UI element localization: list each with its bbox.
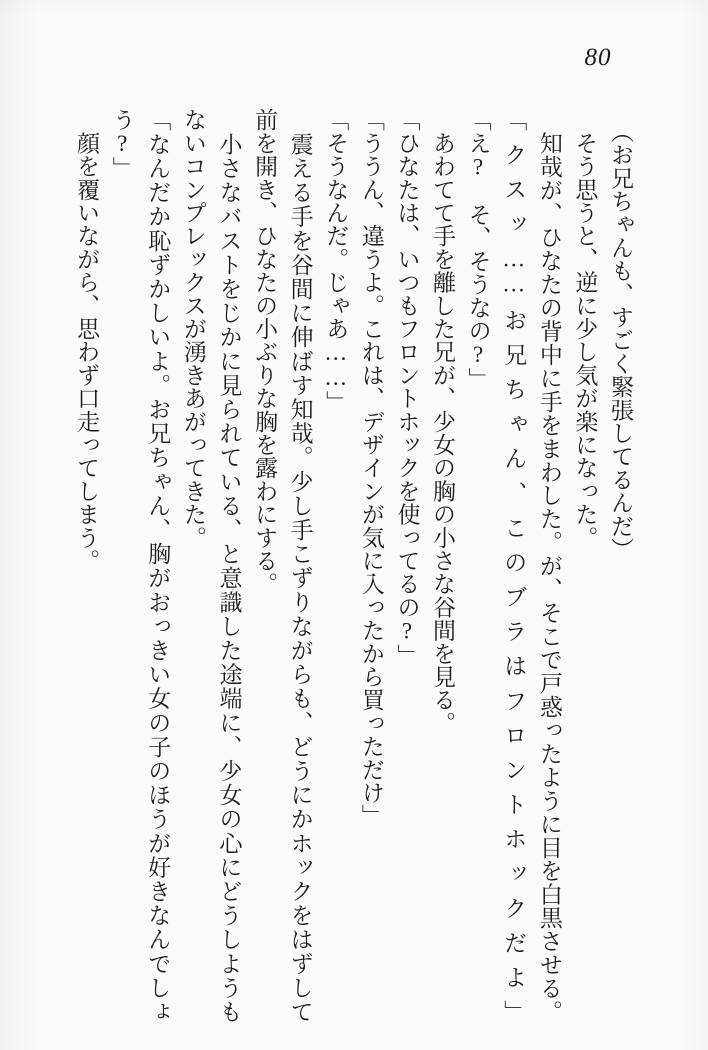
text-column: 震える手を谷間に伸ばす知哉。少し手こずりながらも、どうにかホックをはずして bbox=[287, 108, 313, 1023]
text-column: 「そうなんだ。じゃあ……」 bbox=[323, 108, 349, 414]
text-column: 顔を覆いながら、思わず口走ってしまう。 bbox=[74, 108, 100, 572]
text-column: 前を開き、ひなたの小ぶりな胸を露わにする。 bbox=[252, 108, 278, 596]
text-column: あわてて手を離した兄が、少女の胸の小さな谷間を見る。 bbox=[430, 108, 456, 735]
text-column: 「え? そ、そうなの?」 bbox=[465, 108, 491, 391]
text-column: 「なんだか恥ずかしいよ。お兄ちゃん、胸がおっきい女の子のほうが好きなんでしょ bbox=[145, 108, 171, 1023]
text-column: 知哉が、ひなたの背中に手をまわした。が、そこで戸惑ったように目を白黒させる。 bbox=[536, 108, 562, 1023]
text-column: う?」 bbox=[109, 108, 135, 180]
page-number: 80 bbox=[584, 44, 612, 71]
text-column: 「ううん、違うよ。これは、デザインが気に入ったから買っただけ」 bbox=[358, 108, 384, 828]
text-column: 小さなバストをじかに見られている、と意識した途端に、少女の心にどうしようも bbox=[216, 108, 242, 1023]
text-block bbox=[68, 108, 638, 1023]
text-column: ないコンプレックスが湧きあがってきた。 bbox=[180, 108, 206, 549]
text-column: そう思うと、逆に少し気が楽になった。 bbox=[572, 108, 598, 549]
text-column: 「ひなたは、いつもフロントホックを使ってるの?」 bbox=[394, 108, 420, 667]
text-column: 「クスッ……お兄ちゃん、このブラはフロントホックだよ」 bbox=[501, 108, 527, 1023]
text-column: （お兄ちゃんも、すごく緊張してるんだ） bbox=[608, 108, 633, 561]
